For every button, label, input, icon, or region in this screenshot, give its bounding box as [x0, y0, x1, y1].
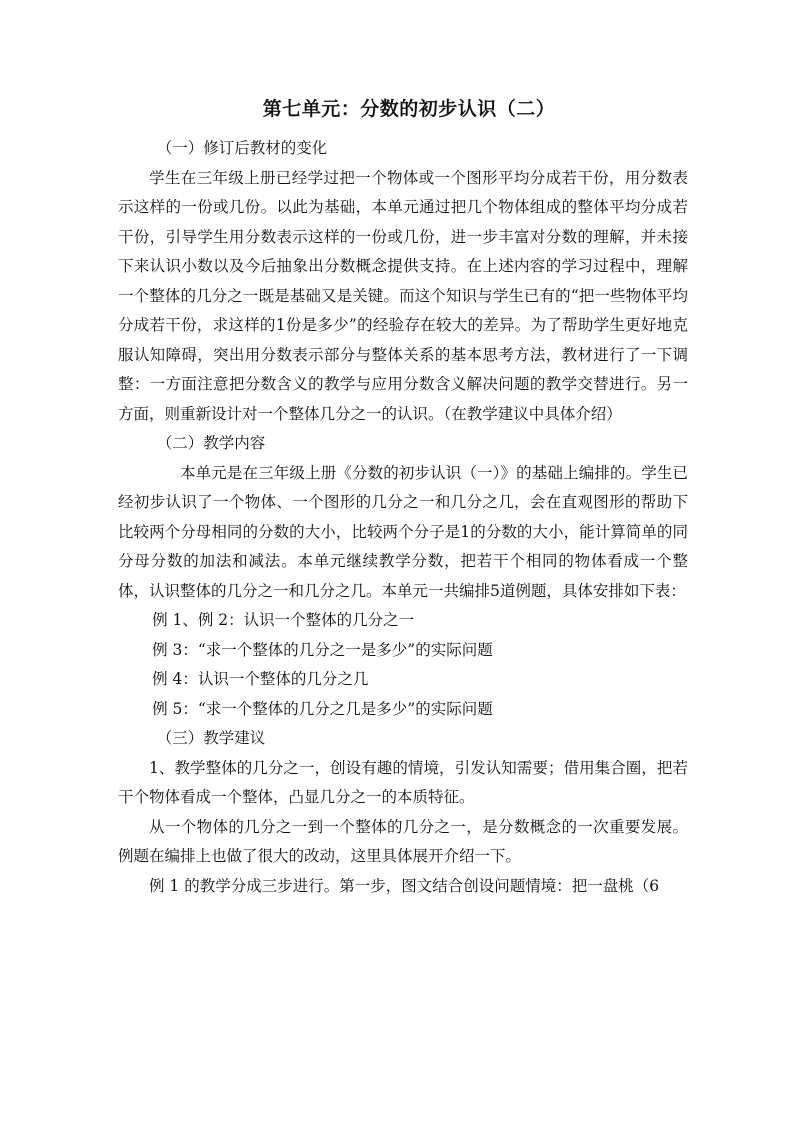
example-item: 例 4：认识一个整体的几分之几 [152, 670, 369, 688]
paragraph-suggestion: 从一个物体的几分之一到一个整体的几分之一，是分数概念的一次重要发展。例题在编排上也做了很大的改动，这里具体展开介绍一下。 [118, 817, 688, 865]
paragraph-suggestion: 例 1 的教学分成三步进行。第一步，图文结合创设问题情境：把一盘桃（6 [149, 876, 660, 895]
paragraph-changes: 学生在三年级上册已经学过把一个物体或一个图形平均分成若干份，用分数表示这样的一份或几份。以此为基础，本单元通过把几个物体组成的整体平均分成若干份，引导学生用分数表示这样的一份或几份，进一步丰富对分数的理解，并未接下来认识小数以及今后抽象出分数概念提供支持。在上述内容的学习过程中，理解一个整体的几分之一既是基础又是关键。而这个知识与学生已有的“把一些物体平均分成若干份，求这样的1份是多少”的经验存在较大的差异。为了帮助学生更好地克服认知障碍，突出用分数表示部分与整体关系的基本思考方法，教材进行了一下调整：一方面注意把分数含义的教学与应用分数含义解决问题的教学交替进行。另一方面，则重新设计对一个整体几分之一的认识。（在教学建议中具体介绍） [118, 168, 688, 423]
paragraph-content: 本单元是在三年级上册《分数的初步认识（一）》的基础上编排的。学生已经初步认识了一个物体、一个图形的几分之一和几分之几，会在直观图形的帮助下比较两个分母相同的分数的大小，比较两个分子是1的分数的大小，能计算简单的同分母分数的加法和减法。本单元继续教学分数，把若干个相同的物体看成一个整体，认识整体的几分之一和几分之几。本单元一共编排5道例题，具体安排如下表： [118, 463, 688, 600]
example-item: 例 3：“求一个整体的几分之一是多少”的实际问题 [152, 640, 493, 659]
example-item: 例 1、例 2：认识一个整体的几分之一 [152, 611, 415, 629]
example-item: 例 5：“求一个整体的几分之几是多少”的实际问题 [152, 699, 493, 718]
document-body [118, 96, 688, 901]
section-heading-content: （二）教学内容 [156, 434, 266, 452]
section-heading-changes: （一）修订后教材的变化 [156, 139, 328, 157]
document-title: 第七单元：分数的初步认识（二） [262, 98, 556, 120]
section-heading-suggestions: （三）教学建议 [156, 729, 266, 747]
paragraph-suggestion: 1、教学整体的几分之一，创设有趣的情境，引发认知需要；借用集合圈，把若干个物体看成一个整体，凸显几分之一的本质特征。 [118, 758, 688, 806]
